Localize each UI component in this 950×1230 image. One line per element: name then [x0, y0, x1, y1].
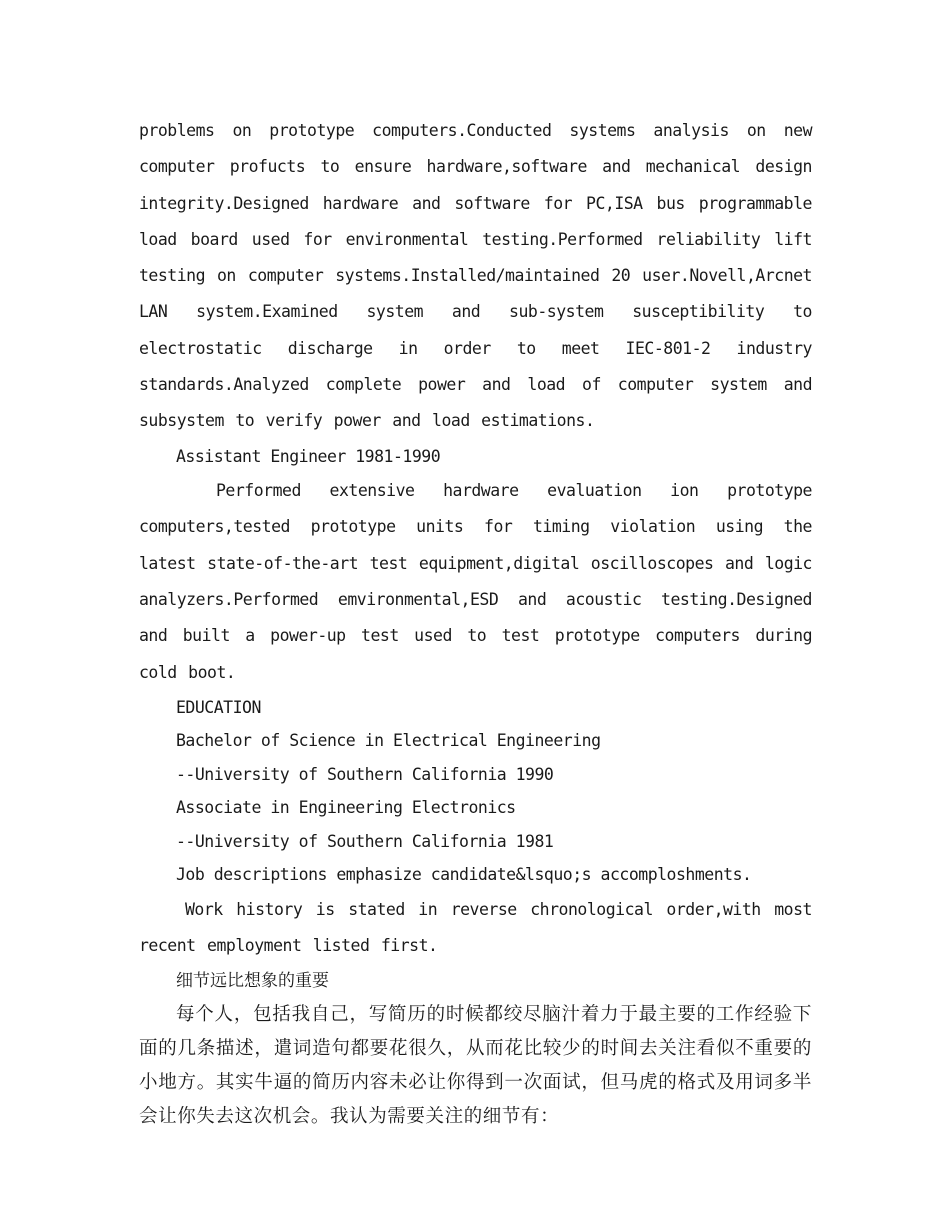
school-2: --University of Southern California 1981 [176, 831, 554, 851]
education-heading: EDUCATION [176, 697, 261, 717]
job-description-paragraph: problems on prototype computers.Conducted systems analysis on new computer profucts to ensure hardware,software and mechanical design integrity.Designed hardware and software for PC,ISA bus programmable load board used for environmental testing.Performed reliability lift testing on computer systems.Installed/maintained 20 user.Novell,Arcnet LAN system.Examined system and sub-system susceptibility to electrostatic discharge in order to meet IEC-801-2 industry standards.Analyzed complete power and load of computer system and subsystem to verify power and load estimations. [139, 121, 812, 431]
degree-2: Associate in Engineering Electronics [176, 798, 516, 818]
section-heading-chinese: 细节远比想象的重要 [176, 970, 329, 991]
chinese-paragraph: 每个人，包括我自己，写简历的时候都绞尽脑汁着力于最主要的工作经验下面的几条描述，遣词造句都要花很久，从而花比较少的时间去关注看似不重要的小地方。其实牛逼的简历内容未必让你得到一次面试，但马虎的格式及用词多半会让你失去这次机会。我认为需要关注的细节有： [139, 1003, 812, 1127]
job-title: Assistant Engineer 1981-1990 [176, 446, 441, 466]
note-accomplishments: Job descriptions emphasize candidate&lsquo;s accomploshments. [176, 865, 752, 885]
school-1: --University of Southern California 1990 [176, 764, 554, 784]
degree-1: Bachelor of Science in Electrical Engineering [176, 731, 601, 751]
job-description-paragraph-2: Performed extensive hardware evaluation ion prototype computers,tested prototype units for timing violation using the latest state-of-the-art test equipment,digital oscilloscopes and logic analyzers.Performed emvironmental,ESD and acoustic testing.Designed and built a power-up test used to test prototype computers during cold boot. [139, 481, 812, 682]
note-work-history: Work history is stated in reverse chronological order,with most recent employment listed first. [139, 899, 812, 956]
document-body [139, 113, 812, 1134]
